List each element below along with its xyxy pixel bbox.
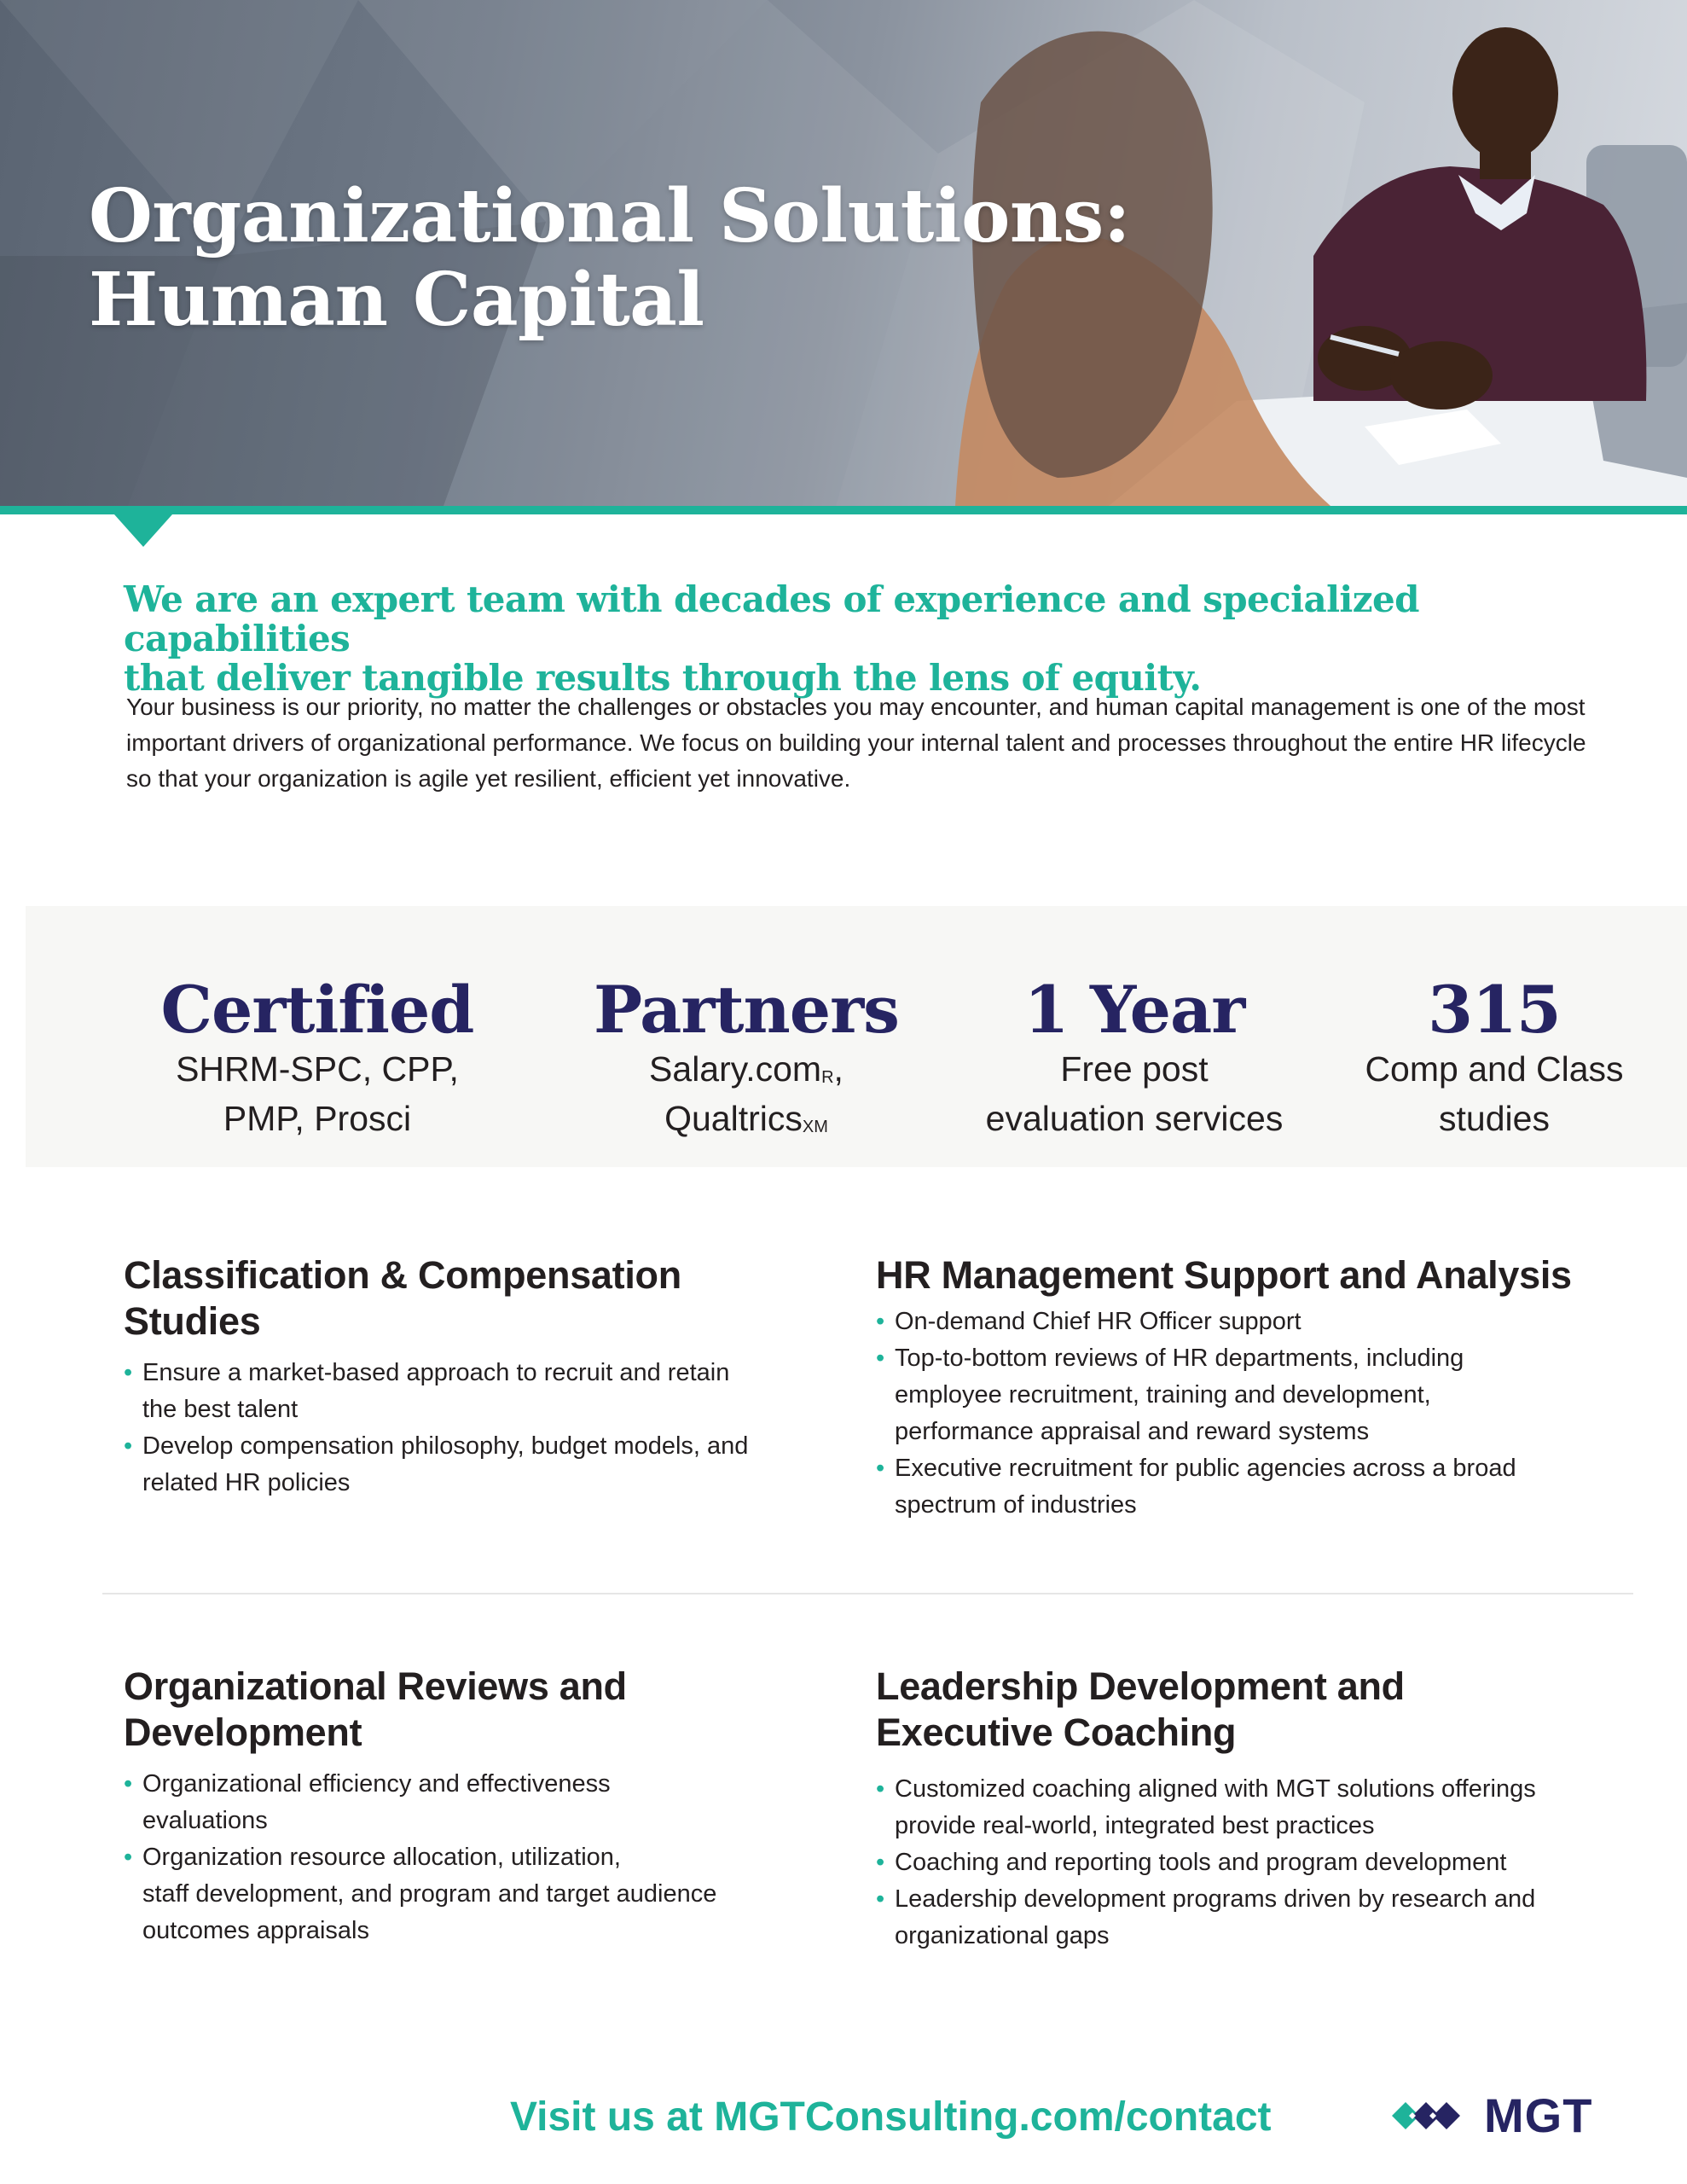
registered-mark: R [821,1068,834,1087]
section-hr-management [876,1252,1644,1524]
tagline-line-2: that deliver tangible results through the lens of equity. [124,657,1202,699]
list-item [124,1766,891,1839]
bullet-icon: • [876,1455,885,1482]
bullet-icon: • [124,1844,133,1871]
list-item [124,1839,891,1949]
section-title-line: Development [124,1711,362,1754]
stat-detail-line [533,1044,959,1094]
section-title-line: HR Management Support and Analysis [876,1253,1572,1297]
section-leadership-development [876,1664,1644,1955]
section-organizational-reviews [124,1664,891,1949]
section-title [876,1664,1644,1756]
page-title-line-1: Organizational Solutions: [89,173,1131,259]
teal-divider-bar [0,506,1687,514]
stat-detail [533,1044,959,1143]
list-item-line: provide real-world, integrated best practices [895,1812,1375,1839]
list-item-line: Executive recruitment for public agencies across a broad [895,1455,1516,1482]
stat-certified [104,972,530,1143]
bullet-list [876,1304,1644,1524]
xm-mark: XM [802,1118,828,1136]
list-item [124,1428,891,1502]
mgt-logo [1392,2090,1605,2141]
bullet-list [124,1355,891,1502]
list-item-line: Coaching and reporting tools and program development [895,1849,1507,1876]
tagline [124,580,1625,698]
section-classification-compensation [124,1252,891,1502]
list-item-line: evaluations [142,1807,268,1834]
bullet-list [124,1766,891,1949]
section-title [124,1252,891,1345]
list-item-line: staff development, and program and target audience [142,1880,717,1908]
list-item-line: On-demand Chief HR Officer support [895,1308,1301,1335]
intro-paragraph: Your business is our priority, no matter the challenges or obstacles you may encounter, and human capital management is one of the most important drivers of organizational performance. We focus on building your internal talent and processes throughout the entire HR lifecycle so that your organization is agile yet resilient, efficient yet innovative. [126,694,1586,792]
list-item-line: Organizational efficiency and effectiveness [142,1770,611,1798]
list-item [876,1304,1644,1340]
separator: , [833,1049,844,1089]
page-title-line-2: Human Capital [89,257,704,343]
stat-detail-line: studies [1439,1099,1550,1138]
partner-qualtrics: Qualtrics [664,1099,803,1138]
section-divider [102,1593,1633,1594]
list-item-line: Top-to-bottom reviews of HR departments, including [895,1345,1464,1372]
tagline-line-1: We are an expert team with decades of experience and specialized capabilities [124,578,1419,659]
bullet-icon: • [124,1432,133,1460]
list-item [876,1881,1644,1955]
list-item-line: related HR policies [142,1469,351,1496]
bullet-icon: • [876,1885,885,1913]
list-item [876,1771,1644,1844]
page-title [89,175,1130,342]
list-item-line: Organization resource allocation, utilization, [142,1844,621,1871]
list-item-line: Ensure a market-based approach to recruit and retain [142,1359,730,1386]
list-item-line: organizational gaps [895,1922,1110,1949]
section-title-line: Executive Coaching [876,1711,1237,1754]
list-item [124,1355,891,1428]
stat-detail-line: Comp and Class [1365,1049,1624,1089]
section-title-line: Organizational Reviews and [124,1664,627,1708]
hero-banner [0,0,1687,506]
list-item-line: Customized coaching aligned with MGT solutions offerings [895,1775,1536,1803]
bullet-icon: • [876,1775,885,1803]
stat-detail-line [533,1094,959,1143]
stat-detail [104,1044,530,1143]
stat-heading: 1 Year [1023,972,1245,1048]
list-item-line: Develop compensation philosophy, budget models, and [142,1432,749,1460]
diamond-chain-logo-icon [1392,2097,1477,2135]
list-item-line: the best talent [142,1396,299,1423]
bullet-icon: • [876,1849,885,1876]
section-title [876,1252,1644,1298]
triangle-pointer-icon [114,514,172,547]
partner-salary: Salary.com [649,1049,822,1089]
list-item-line: spectrum of industries [895,1491,1137,1519]
stat-detail-line: PMP, Prosci [223,1099,412,1138]
list-item-line: outcomes appraisals [142,1917,369,1944]
bullet-icon: • [124,1359,133,1386]
section-title-line: Studies [124,1299,261,1343]
contact-link[interactable]: Visit us at MGTConsulting.com/contact [510,2094,1272,2140]
list-item [876,1340,1644,1450]
stat-heading: Certified [160,972,474,1048]
list-item-line: performance appraisal and reward systems [895,1418,1370,1445]
stat-315 [1281,972,1687,1143]
list-item [876,1450,1644,1524]
list-item-line: employee recruitment, training and development, [895,1381,1431,1409]
list-item [876,1844,1644,1881]
section-title [124,1664,891,1756]
stat-heading: Partners [594,972,899,1048]
logo-text: MGT [1484,2088,1593,2142]
stat-heading: 315 [1428,972,1561,1048]
bullet-icon: • [876,1345,885,1372]
stat-detail-line: SHRM-SPC, CPP, [176,1049,459,1089]
stats-band [26,906,1687,1167]
bullet-icon: • [876,1308,885,1335]
section-title-line: Classification & Compensation [124,1253,681,1297]
section-title-line: Leadership Development and [876,1664,1405,1708]
stat-detail-line: Free post [1060,1049,1209,1089]
bullet-list [876,1771,1644,1955]
list-item-line: Leadership development programs driven by research and [895,1885,1536,1913]
stat-detail-line: evaluation services [985,1099,1284,1138]
stat-detail [1281,1044,1687,1143]
stat-partners [533,972,959,1143]
bullet-icon: • [124,1770,133,1798]
